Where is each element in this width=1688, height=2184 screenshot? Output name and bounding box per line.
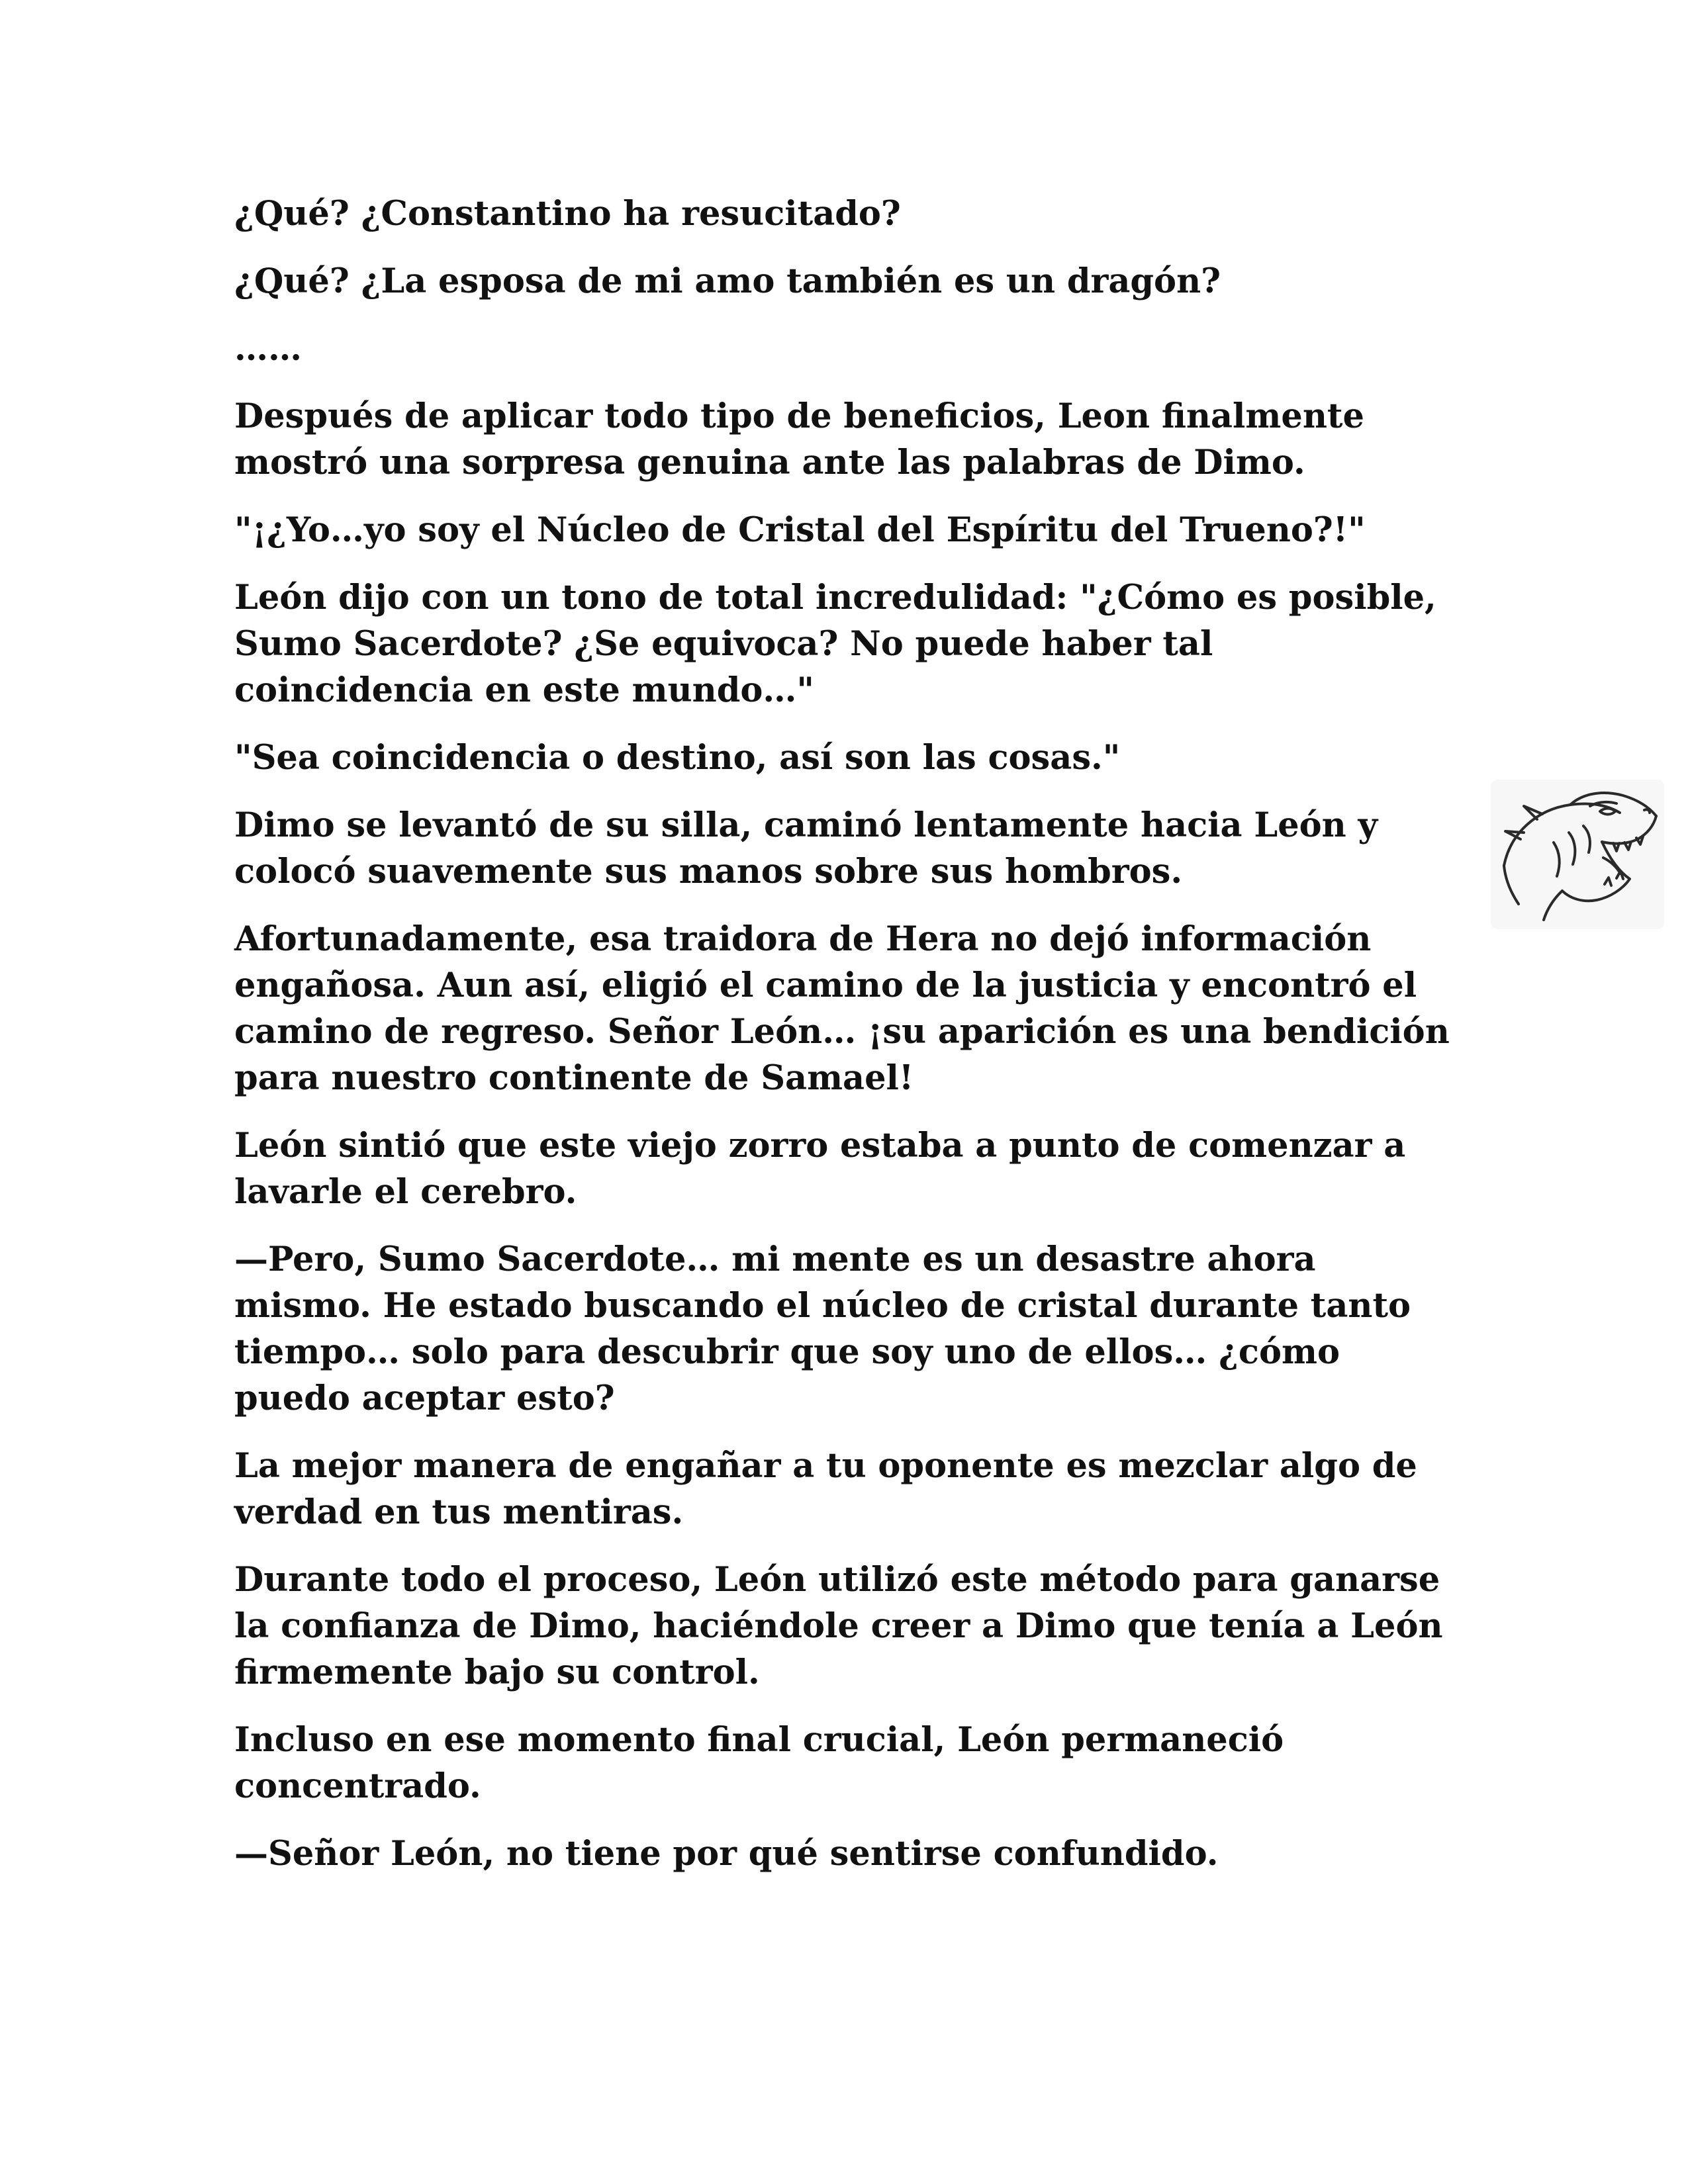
paragraph: Durante todo el proceso, León utilizó este método para ganarse la confianza de Dimo, haciéndole creer a Dimo que tenía a León firmemente bajo su control.	[234, 1560, 1443, 1692]
paragraph: ……	[234, 329, 302, 369]
paragraph: —Pero, Sumo Sacerdote… mi mente es un desastre ahora mismo. He estado buscando el núcleo de cristal durante tanto tiempo… solo para descubrir que soy uno de ellos… ¿cómo puedo aceptar esto?	[234, 1240, 1411, 1418]
paragraph: "¡¿Yo…yo soy el Núcleo de Cristal del Espíritu del Trueno?!"	[234, 510, 1366, 550]
paragraph: "Sea coincidencia o destino, así son las cosas."	[234, 738, 1121, 778]
paragraph: Afortunadamente, esa traidora de Hera no dejó información engañosa. Aun así, eligió el camino de la justicia y encontró el camino de regreso. Señor León… ¡su aparición es una bendición para nuestro continente de Samael!	[234, 919, 1450, 1098]
paragraph: Incluso en ese momento final crucial, León permaneció concentrado.	[234, 1720, 1284, 1806]
document-body	[234, 191, 1452, 1898]
paragraph: Después de aplicar todo tipo de beneficios, Leon finalmente mostró una sorpresa genuina ante las palabras de Dimo.	[234, 396, 1364, 482]
paragraph: ¿Qué? ¿La esposa de mi amo también es un dragón?	[234, 261, 1221, 301]
paragraph: León sintió que este viejo zorro estaba a punto de comenzar a lavarle el cerebro.	[234, 1126, 1406, 1212]
paragraph: Dimo se levantó de su silla, caminó lentamente hacia León y colocó suavemente sus manos sobre sus hombros.	[234, 805, 1378, 891]
paragraph: ¿Qué? ¿Constantino ha resucitado?	[234, 194, 901, 234]
paragraph: León dijo con un tono de total incredulidad: "¿Cómo es posible, Sumo Sacerdote? ¿Se equivoca? No puede haber tal coincidencia en este mundo…"	[234, 578, 1436, 710]
paragraph: —Señor León, no tiene por qué sentirse confundido.	[234, 1834, 1219, 1874]
paragraph: La mejor manera de engañar a tu oponente es mezclar algo de verdad en tus mentiras.	[234, 1446, 1417, 1532]
dragon-head-icon	[1491, 780, 1664, 929]
